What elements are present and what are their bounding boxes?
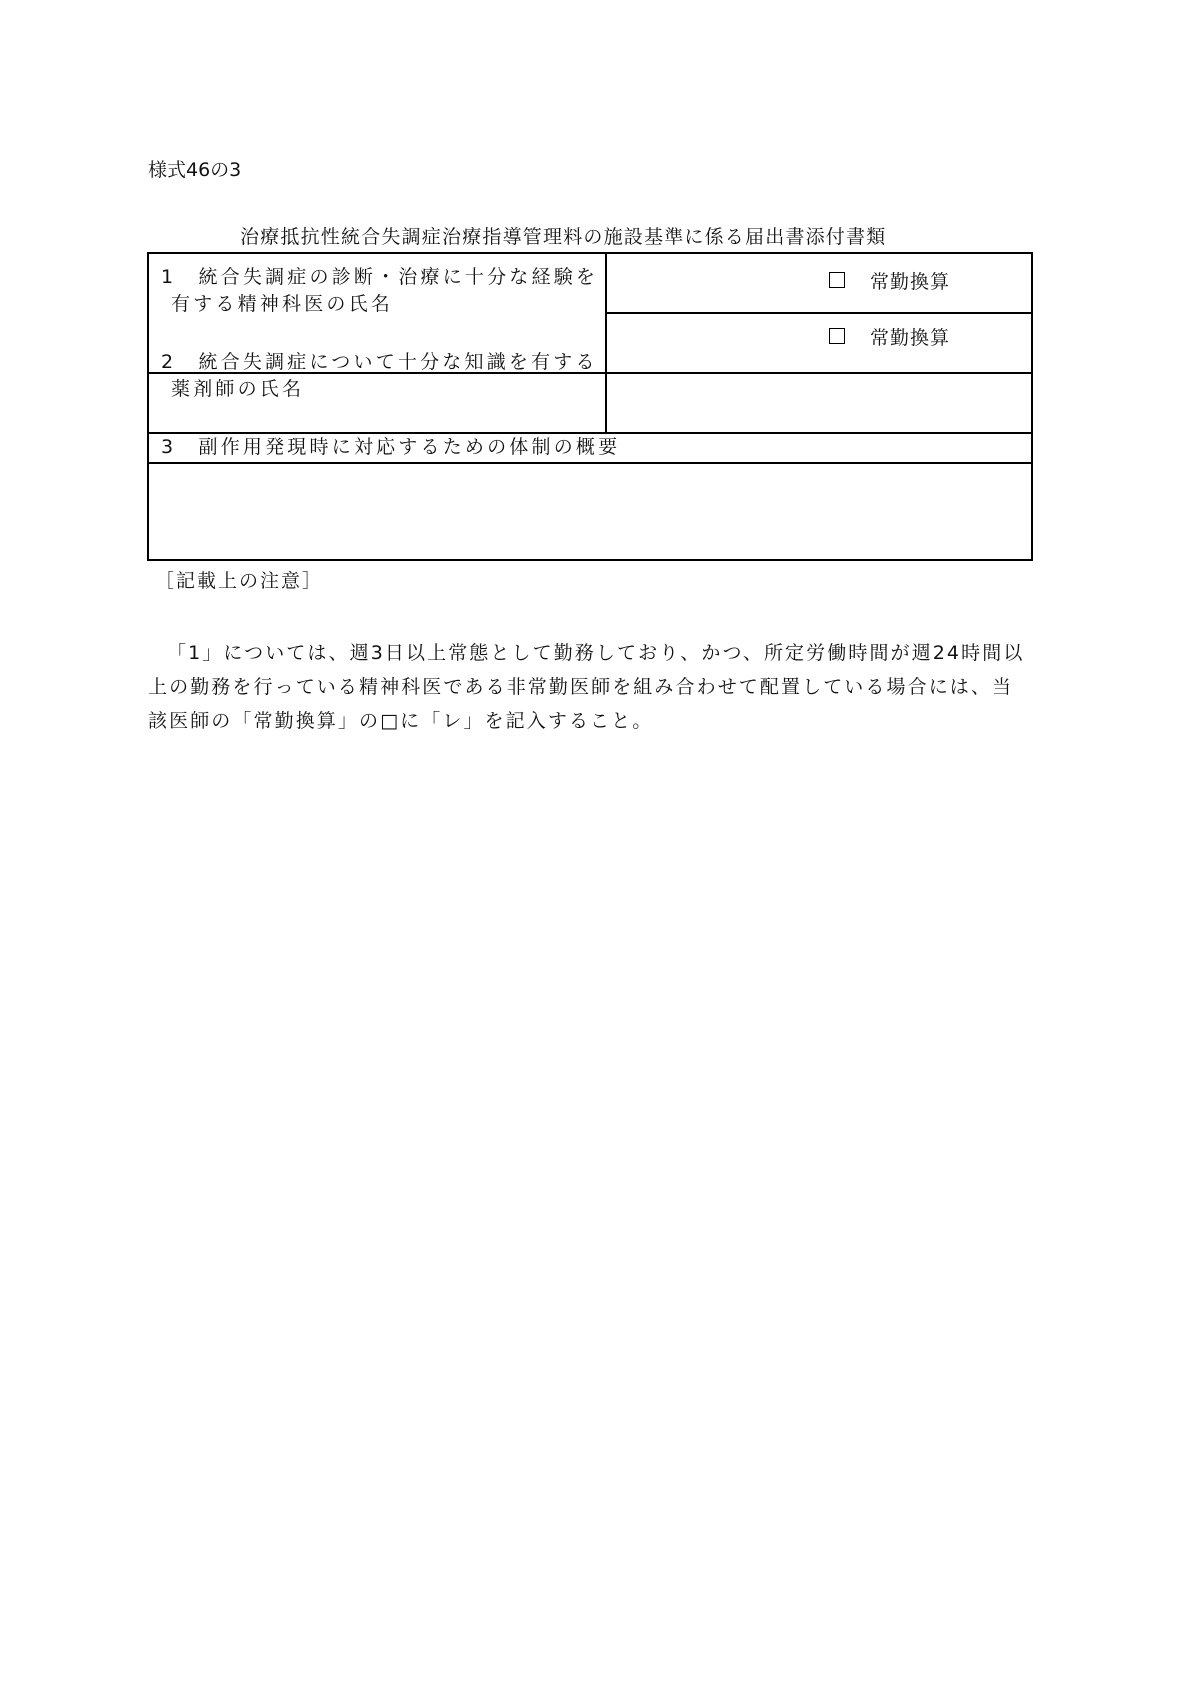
psychiatrist-entry-2[interactable] [829, 322, 950, 350]
row1-label-line2: 有する精神科医の氏名 [171, 293, 394, 315]
pharmacist-name-field[interactable] [607, 374, 1033, 432]
fulltime-equivalent-checkbox[interactable] [829, 272, 845, 288]
row1-split-line [605, 312, 1033, 314]
row2-label-line2: 薬剤師の氏名 [171, 378, 305, 400]
row2-label-line1: 2 統合失調症について十分な知識を有する [161, 351, 598, 373]
fulltime-equivalent-label: 常勤換算 [870, 270, 951, 293]
fulltime-equivalent-label: 常勤換算 [870, 326, 951, 349]
side-effect-system-field[interactable] [149, 464, 1033, 561]
fulltime-equivalent-checkbox[interactable] [829, 328, 845, 344]
form-number: 様式46の3 [148, 159, 242, 181]
notes-body [148, 636, 1038, 738]
application-form-table [147, 252, 1033, 561]
row3-label: 3 副作用発現時に対応するための体制の概要 [161, 436, 621, 458]
notes-line-3: 該医師の「常勤換算」の□に「レ」を記入すること。 [148, 710, 654, 732]
notes-line-1: 「1」については、週3日以上常態として勤務しており、かつ、所定労働時間が週24時間以 [167, 642, 1025, 664]
notes-heading: ［記載上の注意］ [155, 570, 324, 592]
notes-line-2: 上の勤務を行っている精神科医である非常勤医師を組み合わせて配置している場合には、当 [148, 676, 1014, 698]
document-title: 治療抵抗性統合失調症治療指導管理料の施設基準に係る届出書添付書類 [240, 226, 887, 248]
row1-label-line1: 1 統合失調症の診断・治療に十分な経験を [161, 266, 599, 288]
psychiatrist-entry-1[interactable] [829, 266, 950, 294]
